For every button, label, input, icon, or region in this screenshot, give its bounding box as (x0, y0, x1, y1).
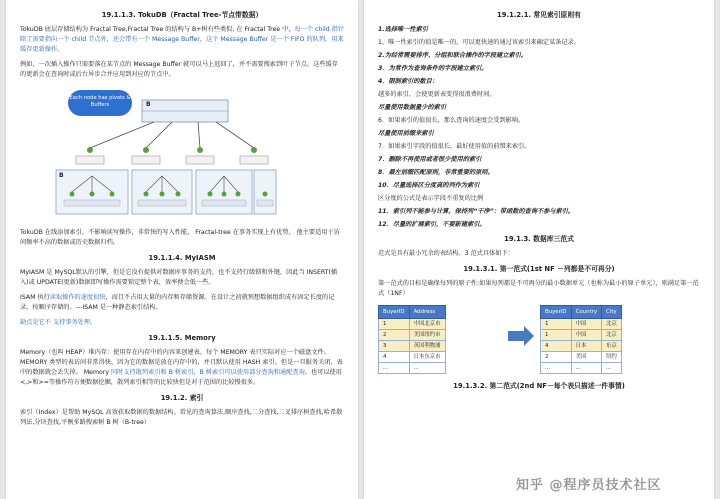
leaf-node-label: B (59, 172, 64, 179)
table-cell: ... (379, 363, 410, 374)
table-cell: 纽约 (602, 352, 622, 363)
principle-item: 1、唯一性索引的值是唯一的，可以更快速的通过该索引来确定某条记录。 (378, 39, 580, 46)
fractal-tree-diagram (50, 86, 280, 222)
text: ，而且不占用大量的内存和存储资源。在设计之初就预想数据组织成有固定长度的记录，按顺序存储的。---ISAM 是一种静态索引结构。 (20, 294, 335, 311)
heading-1nf: 19.1.3.1. 第一范式(1st NF －列都是不可再分) (463, 265, 615, 273)
arrow-right-icon (506, 325, 536, 347)
table-cell: ... (541, 363, 572, 374)
table-header-row (379, 306, 446, 319)
table-cell: 3 (379, 341, 410, 352)
table-cell: 4 (541, 341, 572, 352)
table-row (379, 363, 446, 374)
principle-item: 4．限制索引的数目： (378, 78, 438, 85)
paragraph-tokudb-3: TokuDB 在线添加索引，不影响读写操作，非常快的写入性能， Fractal-tree 在事务实现上有优势。 他主要适用于访问频率不高的数据或历史数据归档。 (20, 229, 340, 246)
table-row (541, 352, 622, 363)
heading-myisam: 19.1.1.4. MyIASM (148, 254, 216, 262)
paragraph-1nf: 第一范式的目标是确保每列的原子性:如果每列都是不可再分的最小数据单元（也称为最小的原子单元），则满足第一范式（1NF） (378, 280, 699, 297)
highlight-text: 同时支持散列索引和 B 树索引，B 树索引可以使用部分查询和通配查询 (110, 369, 305, 376)
principle-item: 7．如果索引字段的值很长，最好使用值的前缀来索引。 (378, 143, 531, 150)
principle-item: 8．最左前缀匹配原则，非常重要的原则。 (378, 169, 494, 176)
callout-bubble: Each node has pivots & Buffers (68, 90, 132, 116)
column-header: City (602, 306, 622, 319)
highlight-text: 读取操作的速度很快 (49, 294, 106, 301)
principle-item: 2.为经常需要排序、分组和联合操作的字段建立索引。 (378, 52, 527, 59)
principle-item: 12．尽量的扩展索引，不要新建索引。 (378, 221, 486, 228)
paragraph-tokudb-1 (20, 25, 344, 55)
table-cell: ... (409, 363, 445, 374)
heading-memory: 19.1.1.5. Memory (148, 334, 216, 342)
paragraph-index: 索引（Index）是帮助 MySQL 高效获取数据的数据结构。常见的查询算法,顺序查找,二分查找,二叉排序树查找,哈希散列法,分块查找,平衡多路搜索树 B 树（B-tree） (20, 409, 343, 426)
principle-item: 7．删除不再使用或者很少使用的索引 (378, 156, 482, 163)
table-cell: 北京 (602, 330, 622, 341)
table-cell: 北京 (602, 319, 622, 330)
heading-2nf: 19.1.3.2. 第二范式(2nd NF－每个表只描述一件事情) (453, 382, 625, 390)
table-cell: 1 (379, 319, 410, 330)
root-node-label: B (146, 101, 151, 108)
principle-item: 11．索引列不能参与计算，保持列“干净”：带函数的查询不参与索引。 (378, 208, 575, 215)
table-row (541, 363, 622, 374)
table-cell: 中国北京市 (409, 319, 445, 330)
table-cell: ... (571, 363, 601, 374)
table-after (540, 305, 622, 374)
table-cell: 东京 (602, 341, 622, 352)
text: ，也可以使用<,>和>=等操作符方便数据挖掘，散列索引相等的比较快但是对于范围的比较慢很多。 (20, 369, 342, 386)
principle-item: 10．尽量选择区分度高的列作为索引 (378, 182, 480, 189)
text: ISAM 执行 (20, 294, 50, 301)
principle-item: 1.选择唯一性索引 (378, 26, 428, 33)
table-cell: 日本 (571, 341, 601, 352)
table-row (379, 341, 446, 352)
principles-list (378, 25, 700, 230)
paragraph-memory (20, 348, 344, 388)
table-row (379, 330, 446, 341)
table-cell: 中国 (571, 330, 601, 341)
paragraph-normal-forms: 范式是具有最小冗余的表结构。3 范式具体如下： (378, 250, 514, 257)
heading-tokudb: 19.1.1.3. TokuDB（Fractal Tree-节点带数据） (101, 11, 263, 19)
heading-index: 19.1.2. 索引 (160, 394, 204, 402)
table-cell: 2 (541, 352, 572, 363)
table-cell: 4 (379, 352, 410, 363)
1nf-tables (378, 305, 700, 377)
table-cell: 1 (541, 319, 572, 330)
principle-item: 6．如果索引的值很长，那么查询的速度会受到影响。 (378, 117, 525, 124)
heading-index-principles: 19.1.2.1. 常见索引原则有 (497, 11, 581, 19)
text: Memory（也叫 HEAP）堆内存：使用存在内存中的内容来创建表。每个 MEMORY 表只实际对应一个磁盘文件。MEMORY 类型的表访问非常得快，因为它的数据是放在内存中的，并且默认使用 HASH 索引。但是一旦服务关闭，表中的数据就会丢失掉。 Memory (20, 349, 343, 376)
table-row (541, 330, 622, 341)
table-row (379, 319, 446, 330)
table-cell: 日本东京市 (409, 352, 445, 363)
paragraph-myisam-1: MyIASM 是 MySQL默认的引擎，但是它没有提供对数据库事务的支持，也不支持行级锁和外键，因此当 INSERT(插入)或 UPDATE(更新)数据即写操作需要锁定整个表，效率便会低一些。 (20, 269, 338, 286)
right-page (364, 0, 714, 499)
table-row (541, 341, 622, 352)
paragraph-myisam-3: 缺点是它不 支持事务处理。 (20, 319, 97, 326)
table-cell: 1 (541, 330, 572, 341)
heading-normal-forms: 19.1.3. 数据库三范式 (504, 235, 574, 243)
highlight-text: 每一个 child 指针除了需要指向一个 child 节点外，还会带有一个 Message Buffer，这个 Message Buffer 是一个 FIFO 的队列，用来缓存更新操作。 (20, 26, 345, 53)
table-header-row (541, 306, 622, 319)
watermark: 知乎 @程序员技术社区 (516, 478, 662, 493)
table-before (378, 305, 446, 374)
principle-item: 区分度的公式是表示字段不重复的比例 (378, 195, 484, 202)
table-cell: ... (602, 363, 622, 374)
table-row (541, 319, 622, 330)
paragraph-myisam-2 (20, 293, 344, 313)
table-cell: 2 (379, 330, 410, 341)
column-header: Address (409, 306, 445, 319)
principle-item: 3．为常作为查询条件的字段建立索引。 (378, 65, 488, 72)
text: TokuDB 底层存储结构为 Fractal Tree,Fractal Tree 的结构与 B+树有些类似, 在 Fractal Tree 中， (20, 26, 295, 33)
left-page (6, 0, 358, 499)
table-cell: 美国纽约市 (409, 330, 445, 341)
table-cell: 美国 (571, 352, 601, 363)
table-cell: 中国 (571, 319, 601, 330)
column-header: BuyerID (541, 306, 572, 319)
column-header: Country (571, 306, 601, 319)
principle-item: 尽量使用前缀来索引 (378, 130, 434, 137)
principle-item: 越多的索引，会使更新表变得很浪费时间。 (378, 91, 496, 98)
principle-item: 尽量使用数据量少的索引 (378, 104, 447, 111)
table-cell: 英国利物浦 (409, 341, 445, 352)
column-header: BuyerID (379, 306, 410, 319)
table-row (379, 352, 446, 363)
paragraph-tokudb-2: 例如，一次插入操作只需要落在某节点的 Message Buffer 就可以马上返回了，并不需要搜索到叶子节点。这些缓存的更新会在查询时或后台异步合并应用到对应的节点中。 (20, 61, 338, 78)
